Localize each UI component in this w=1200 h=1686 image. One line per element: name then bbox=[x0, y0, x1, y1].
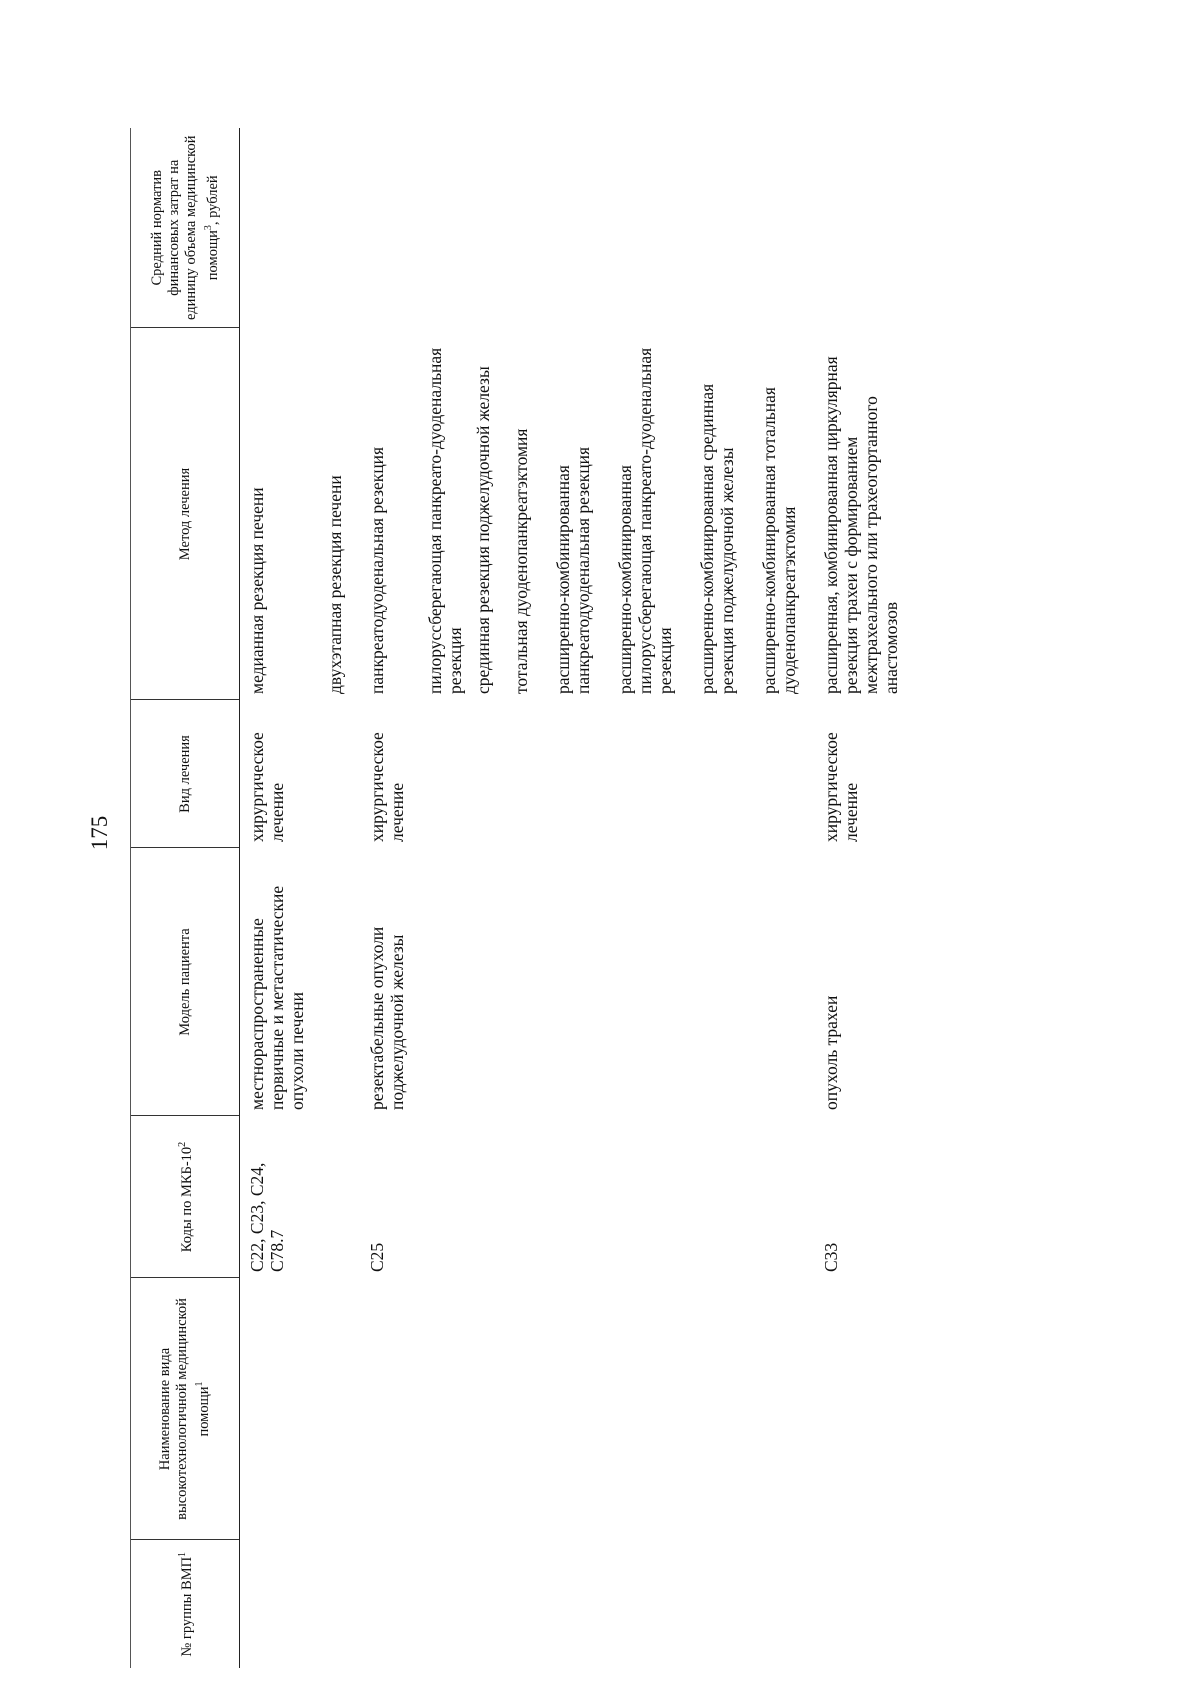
table-row bbox=[367, 128, 407, 1668]
codes-cell bbox=[407, 1116, 465, 1278]
codes-cell bbox=[531, 1116, 593, 1278]
table-header-row bbox=[131, 128, 240, 1668]
header-group-no: № группы ВМП$^1$ bbox=[131, 1540, 240, 1668]
type-cell bbox=[737, 700, 799, 848]
table-row bbox=[307, 128, 345, 1668]
type-cell bbox=[593, 700, 675, 848]
method-cell: расширенно-комбинированная тотальная дуоденопанкреатэктомия bbox=[759, 387, 799, 694]
method-cell: медианная резекция печени bbox=[247, 487, 267, 694]
codes-cell bbox=[465, 1116, 493, 1278]
method-cell: панкреатодуоденальная резекция bbox=[367, 446, 387, 694]
model-cell bbox=[493, 848, 531, 1116]
header-codes: Коды по МКБ-$10^2$ bbox=[131, 1116, 240, 1278]
method-cell: расширенно-комбинированная панкреатодуоденальная резекция bbox=[553, 446, 593, 694]
table-row bbox=[593, 128, 675, 1668]
model-cell: резектабельные опухоли поджелудочной железы bbox=[367, 926, 407, 1110]
method-cell: пилоруссберегающая панкреато-дуоденальная резекция bbox=[425, 347, 465, 694]
model-cell bbox=[531, 848, 593, 1116]
type-cell: хирургическое лечение bbox=[821, 732, 861, 842]
codes-cell bbox=[593, 1116, 675, 1278]
table-row bbox=[240, 128, 308, 1668]
method-cell: расширенная, комбинированная циркулярная резекция трахеи с формированием межтрахеального или трахеогортанного анастомозов bbox=[821, 356, 901, 694]
codes-cell bbox=[307, 1116, 345, 1278]
table-row bbox=[531, 128, 593, 1668]
method-cell: срединная резекция поджелудочной железы bbox=[473, 366, 493, 694]
page-number: 175 bbox=[87, 815, 112, 851]
type-cell bbox=[307, 700, 345, 848]
header-method: Метод лечения bbox=[131, 328, 240, 700]
model-cell bbox=[737, 848, 799, 1116]
codes-cell bbox=[675, 1116, 737, 1278]
model-cell bbox=[307, 848, 345, 1116]
model-cell: местнораспространенные первичные и метастатические опухоли печени bbox=[247, 885, 307, 1110]
table-row bbox=[493, 128, 531, 1668]
type-cell: хирургическое лечение bbox=[367, 732, 407, 842]
header-treatment-type: Вид лечения bbox=[131, 700, 240, 848]
vmp-table bbox=[130, 128, 901, 1668]
model-cell bbox=[465, 848, 493, 1116]
model-cell bbox=[675, 848, 737, 1116]
type-cell bbox=[675, 700, 737, 848]
codes-cell: C22, C23, C24, C78.7 bbox=[247, 1162, 287, 1272]
type-cell: хирургическое лечение bbox=[247, 732, 287, 842]
table-row bbox=[407, 128, 465, 1668]
rotated-table-sheet bbox=[130, 128, 1030, 1668]
header-model: Модель пациента bbox=[131, 848, 240, 1116]
codes-cell: C33 bbox=[821, 1242, 841, 1272]
model-cell bbox=[593, 848, 675, 1116]
table-row bbox=[465, 128, 493, 1668]
table-row bbox=[737, 128, 799, 1668]
header-name: Наименование вида высокотехнологичной медицинской помощи$^1$ bbox=[131, 1278, 240, 1540]
method-cell: двухэтапная резекция печени bbox=[325, 475, 345, 694]
codes-cell bbox=[493, 1116, 531, 1278]
method-cell: тотальная дуоденопанкреатэктомия bbox=[511, 428, 531, 694]
codes-cell bbox=[737, 1116, 799, 1278]
method-cell: расширенно-комбинированная срединная резекция поджелудочной железы bbox=[697, 383, 737, 694]
codes-cell: C25 bbox=[367, 1242, 387, 1272]
header-cost: Средний норматив финансовых затрат на единицу объема медицинской помощи$^3$, рублей bbox=[131, 128, 240, 328]
model-cell bbox=[407, 848, 465, 1116]
type-cell bbox=[465, 700, 493, 848]
table-row bbox=[675, 128, 737, 1668]
method-cell: расширенно-комбинированная пилоруссберегающая панкреато-дуоденальная резекция bbox=[615, 347, 675, 694]
type-cell bbox=[407, 700, 465, 848]
model-cell: опухоль трахеи bbox=[821, 995, 841, 1110]
type-cell bbox=[493, 700, 531, 848]
type-cell bbox=[531, 700, 593, 848]
table-row bbox=[799, 128, 901, 1668]
